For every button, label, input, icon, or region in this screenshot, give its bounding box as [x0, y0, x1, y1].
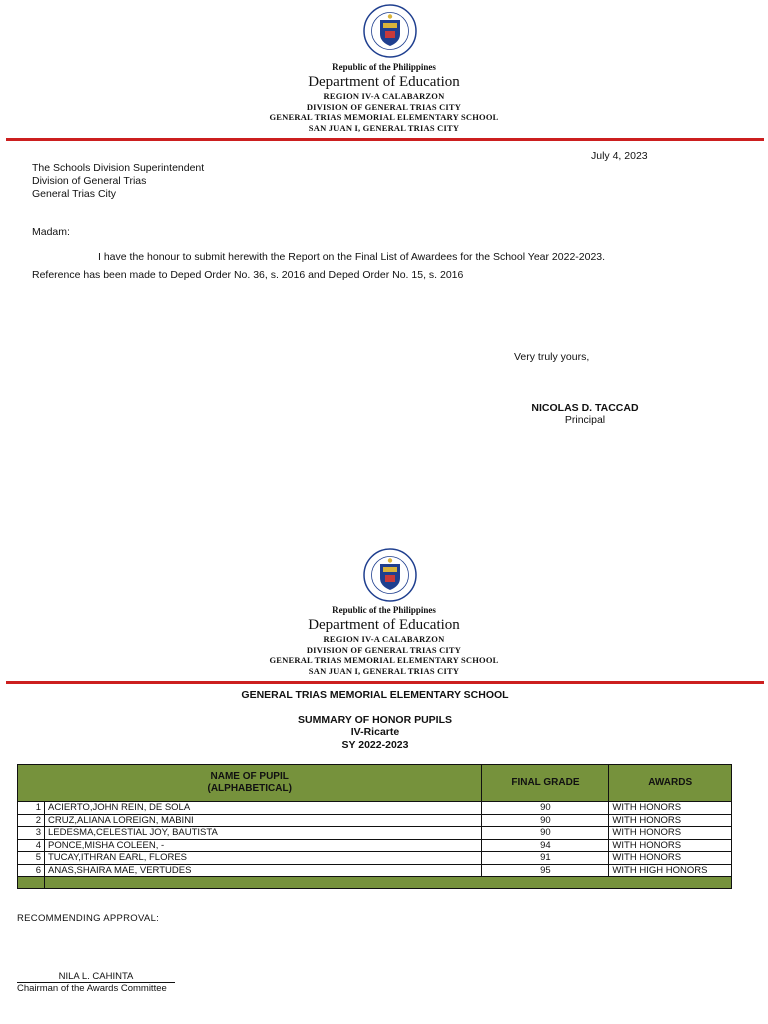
letter-date: July 4, 2023 — [591, 150, 648, 162]
recipient-line: The Schools Division Superintendent — [32, 162, 205, 174]
row-number: 2 — [18, 814, 45, 827]
recommending-label: RECOMMENDING APPROVAL: — [17, 913, 160, 924]
col-header-name — [18, 765, 482, 802]
deped-seal-icon — [363, 4, 417, 58]
summary-sy: SY 2022-2023 — [341, 739, 409, 751]
table-row — [18, 839, 732, 852]
final-grade: 90 — [482, 827, 609, 840]
final-grade: 90 — [482, 814, 609, 827]
row-number: 1 — [18, 802, 45, 815]
table-row — [18, 802, 732, 815]
header-divider — [6, 138, 764, 141]
pupil-name: ANAS,SHAIRA MAE, VERTUDES — [45, 864, 482, 877]
school-label: GENERAL TRIAS MEMORIAL ELEMENTARY SCHOOL — [269, 112, 499, 122]
header-divider — [6, 681, 764, 684]
table-row — [18, 827, 732, 840]
final-grade: 94 — [482, 839, 609, 852]
school-label: GENERAL TRIAS MEMORIAL ELEMENTARY SCHOOL — [269, 655, 499, 665]
body-line-1: I have the honour to submit herewith the Report on the Final List of Awardees for the School Year 2022-2023. — [98, 251, 606, 263]
final-grade: 91 — [482, 852, 609, 865]
col-header-grade: FINAL GRADE — [482, 765, 609, 802]
award: WITH HONORS — [609, 814, 732, 827]
final-grade: 90 — [482, 802, 609, 815]
chair-name: NILA L. CAHINTA — [17, 971, 175, 983]
region-label: REGION IV-A CALABARZON — [323, 634, 445, 644]
honor-table — [17, 764, 732, 889]
col-header-name-line1: NAME OF PUPIL — [210, 771, 289, 782]
table-footer-row — [18, 877, 732, 889]
award: WITH HIGH HONORS — [609, 864, 732, 877]
pupil-name: CRUZ,ALIANA LOREIGN, MABINI — [45, 814, 482, 827]
footer-cell — [45, 877, 732, 889]
region-label: REGION IV-A CALABARZON — [323, 91, 445, 101]
salutation: Madam: — [32, 226, 70, 238]
table-header-row — [18, 765, 732, 802]
division-label: DIVISION OF GENERAL TRIAS CITY — [306, 101, 462, 112]
signatory-name: NICOLAS D. TACCAD — [531, 402, 639, 414]
summary-school: GENERAL TRIAS MEMORIAL ELEMENTARY SCHOOL — [241, 689, 509, 701]
republic-label: Republic of the Philippines — [332, 605, 436, 615]
division-label: DIVISION OF GENERAL TRIAS CITY — [306, 644, 462, 655]
body-line-2: Reference has been made to Deped Order No. 36, s. 2016 and Deped Order No. 15, s. 2016 — [32, 269, 464, 281]
footer-cell — [18, 877, 45, 889]
table-row — [18, 814, 732, 827]
letterhead-summary — [0, 605, 768, 676]
award: WITH HONORS — [609, 827, 732, 840]
final-grade: 95 — [482, 864, 609, 877]
col-header-awards: AWARDS — [609, 765, 732, 802]
republic-label: Republic of the Philippines — [332, 62, 436, 72]
department-title: Department of Education — [308, 74, 460, 90]
letterhead-top — [0, 62, 768, 133]
pupil-name: ACIERTO,JOHN REIN, DE SOLA — [45, 802, 482, 815]
col-header-name-line2: (ALPHABETICAL) — [207, 783, 292, 794]
award: WITH HONORS — [609, 802, 732, 815]
row-number: 4 — [18, 839, 45, 852]
table-row — [18, 852, 732, 865]
row-number: 5 — [18, 852, 45, 865]
closing: Very truly yours, — [514, 351, 590, 363]
row-number: 6 — [18, 864, 45, 877]
pupil-name: TUCAY,ITHRAN EARL, FLORES — [45, 852, 482, 865]
deped-seal-icon — [363, 548, 417, 602]
address-label: SAN JUAN I, GENERAL TRIAS CITY — [308, 122, 460, 133]
signatory-title: Principal — [564, 414, 606, 426]
summary-title: SUMMARY OF HONOR PUPILS — [297, 714, 452, 726]
department-title: Department of Education — [308, 617, 460, 633]
summary-section: IV-Ricarte — [350, 726, 400, 738]
recipient-block — [32, 162, 204, 201]
row-number: 3 — [18, 827, 45, 840]
pupil-name: LEDESMA,CELESTIAL JOY, BAUTISTA — [45, 827, 482, 840]
pupil-name: PONCE,MISHA COLEEN, - — [45, 839, 482, 852]
recipient-line: Division of General Trias — [32, 175, 147, 187]
award: WITH HONORS — [609, 852, 732, 865]
award: WITH HONORS — [609, 839, 732, 852]
chair-title: Chairman of the Awards Committee — [17, 983, 167, 994]
address-label: SAN JUAN I, GENERAL TRIAS CITY — [308, 665, 460, 676]
table-row — [18, 864, 732, 877]
recipient-line: General Trias City — [32, 188, 117, 200]
